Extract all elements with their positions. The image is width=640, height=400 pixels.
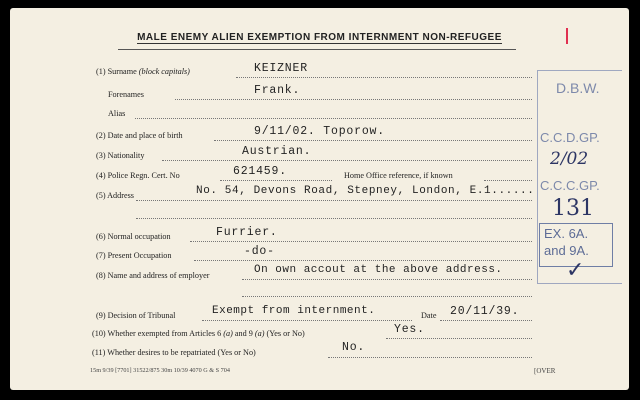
address-value: No. 54, Devons Road, Stepney, London, E.1......: [196, 185, 535, 197]
police-cert-label: (4) Police Regn. Cert. No: [96, 171, 180, 180]
ccd-gp-stamp-1: C.C.D.GP.: [540, 130, 600, 145]
repatriated-label: (11) Whether desires to be repatriated (Yes or No): [92, 348, 256, 357]
print-code: 15m 9/39 [7701] 31522/875 30m 10/39 4070 G & S 704: [90, 367, 230, 374]
birth-dotline: [214, 140, 532, 141]
dbw-stamp: D.B.W.: [556, 80, 600, 96]
over-mark: [OVER: [534, 367, 556, 375]
decision-date-value: 20/11/39.: [450, 305, 520, 318]
birth-label: (2) Date and place of birth: [96, 131, 183, 140]
surname-value: KEIZNER: [254, 62, 308, 75]
employer-dotline-2: [242, 296, 532, 297]
alias-label: Alias: [108, 109, 126, 118]
present-occupation-value: -do-: [244, 245, 275, 258]
present-occupation-dotline: [194, 260, 532, 261]
ex-6a-stamp: EX. 6A.: [544, 226, 589, 241]
surname-dotline: [236, 77, 532, 78]
birth-value: 9/11/02. Toporow.: [254, 125, 385, 138]
forenames-value: Frank.: [254, 84, 301, 97]
repatriated-dotline: [328, 357, 532, 358]
surname-label: (1) Surname (block capitals): [96, 67, 190, 76]
exempted-value: Yes.: [394, 323, 425, 336]
exempted-dotline: [386, 338, 532, 339]
forenames-label: Forenames: [108, 90, 144, 99]
address-dotline-1: [136, 200, 532, 201]
card-title-text: MALE ENEMY ALIEN EXEMPTION FROM INTERNMENT NON-REFUGEE: [137, 32, 502, 43]
alien-registration-card: [10, 8, 629, 390]
and-9a-stamp: and 9A.: [544, 243, 589, 258]
alias-dotline: [135, 118, 532, 119]
decision-dotline: [202, 320, 412, 321]
decision-value: Exempt from internment.: [212, 305, 376, 317]
decision-label: (9) Decision of Tribunal: [96, 311, 176, 320]
card-title: [10, 32, 629, 43]
repatriated-value: No.: [342, 341, 366, 354]
title-rule: [118, 49, 516, 50]
occupation-value: Furrier.: [216, 226, 278, 239]
red-pencil-mark: [566, 28, 568, 44]
handwritten-number: 131: [552, 196, 594, 221]
employer-label: (8) Name and address of employer: [96, 271, 210, 280]
police-cert-dotline: [220, 180, 332, 181]
check-mark-icon: ✓: [566, 258, 585, 283]
exempted-label: (10) Whether exempted from Articles 6 (a) and 9 (a) (Yes or No): [92, 329, 305, 338]
forenames-dotline: [175, 99, 532, 100]
police-cert-value: 621459.: [233, 165, 287, 178]
nationality-value: Austrian.: [242, 145, 312, 158]
home-office-label: Home Office reference, if known: [344, 171, 453, 180]
nationality-dotline: [162, 160, 532, 161]
ccd-gp-stamp-2: C.C.C.GP.: [540, 178, 600, 193]
decision-date-label: Date: [421, 311, 437, 320]
nationality-label: (3) Nationality: [96, 151, 145, 160]
employer-dotline-1: [242, 279, 532, 280]
address-label: (5) Address: [96, 191, 134, 200]
employer-value: On own accout at the above address.: [254, 264, 503, 276]
occupation-label: (6) Normal occupation: [96, 232, 171, 241]
home-office-dotline: [484, 180, 532, 181]
decision-date-dotline: [440, 320, 532, 321]
address-dotline-2: [136, 218, 532, 219]
occupation-dotline: [190, 241, 532, 242]
present-occupation-label: (7) Present Occupation: [96, 251, 172, 260]
handwritten-ref: 2/02: [550, 149, 589, 169]
